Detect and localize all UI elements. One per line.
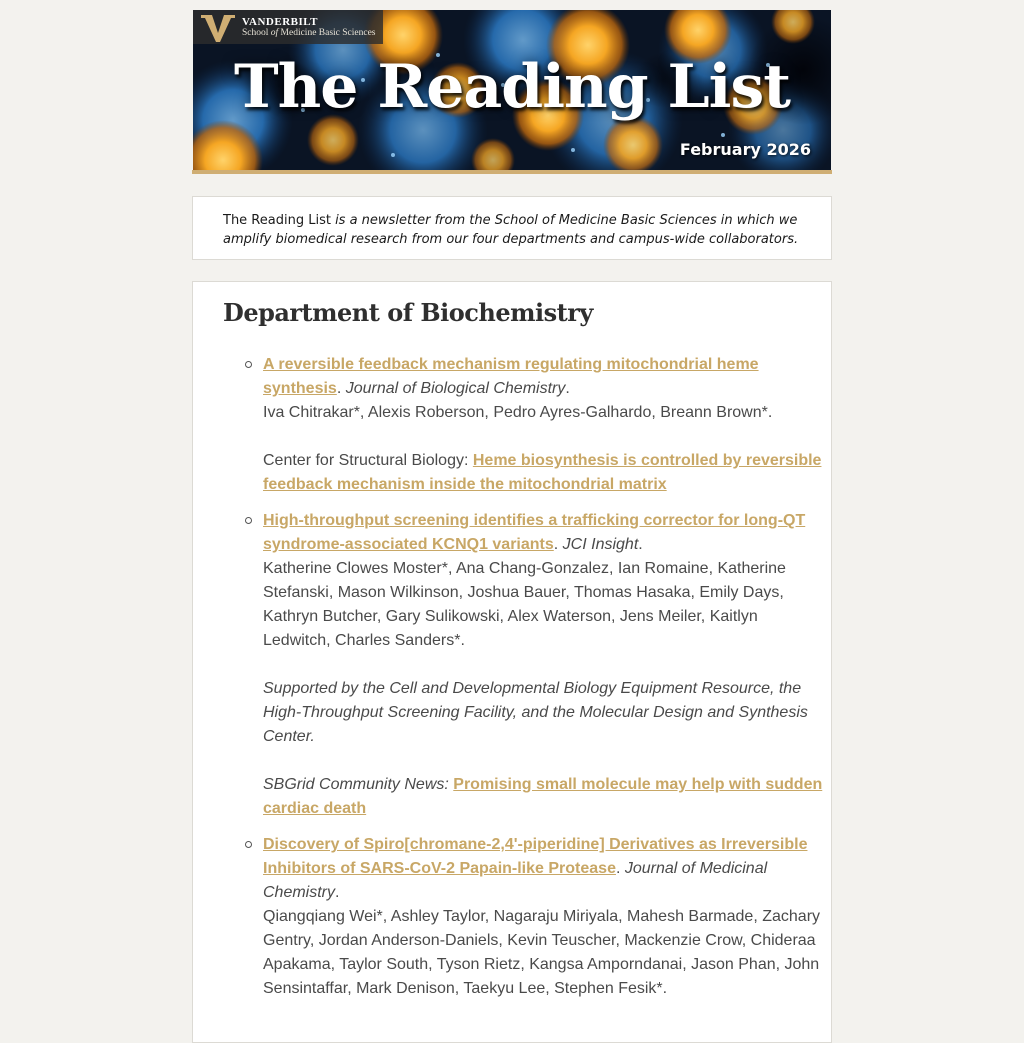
logo-school-prefix: School (242, 28, 271, 38)
logo-school-name (242, 28, 376, 38)
logo-school-suffix: Medicine Basic Sciences (278, 28, 376, 38)
intro-description: is a newsletter from the School of Medicine Basic Sciences in which we amplify biomedical research from our four departments and campus-wide collaborators. (223, 213, 799, 247)
punct-dot: . (335, 884, 340, 901)
paper-note-label: SBGrid Community News: (263, 776, 454, 793)
intro-lead: The Reading List (223, 213, 331, 228)
paper-item (263, 353, 823, 497)
paper-title-link[interactable]: High-throughput screening identifies a trafficking corrector for long-QT syndrome-associated KCNQ1 variants (263, 512, 806, 553)
newsletter-banner (193, 10, 831, 170)
paper-title-link[interactable]: Discovery of Spiro[chromane-2,4'-piperidine] Derivatives as Irreversible Inhibitors of SARS-CoV-2 Papain-like Protease (263, 836, 808, 877)
paper-news-link[interactable]: Heme biosynthesis is controlled by reversible feedback mechanism inside the mitochondrial matrix (263, 452, 822, 493)
spacer (263, 653, 823, 677)
intro-text (223, 211, 803, 249)
newsletter-title: The Reading List (234, 52, 790, 122)
paper-item (263, 833, 823, 1001)
punct-sep: . (553, 536, 563, 553)
punct-dot: . (638, 536, 643, 553)
punct-sep: . (615, 860, 625, 877)
banner-accent-divider (192, 170, 832, 174)
paper-journal: JCI Insight (562, 536, 639, 553)
paper-journal: Journal of Medicinal Chemistry (263, 860, 768, 901)
paper-support-note: Supported by the Cell and Developmental Biology Equipment Resource, the High-Throughput Screening Facility, and the Molecular Design and Synthesis Center. (263, 680, 808, 745)
intro-card (192, 196, 832, 260)
vanderbilt-v-logo-icon (201, 13, 235, 43)
paper-list (263, 353, 823, 1013)
spacer (263, 749, 823, 773)
paper-authors: Katherine Clowes Moster*, Ana Chang-Gonzalez, Ian Romaine, Katherine Stefanski, Mason Wilkinson, Joshua Bauer, Thomas Hasaka, Emily Days, Kathryn Butcher, Gary Sulikowski, Alex Waterson, Jens Meiler, Kaitlyn Ledwitch, Charles Sanders*. (263, 560, 786, 649)
punct-dot: . (565, 380, 570, 397)
logo-university-name: VANDERBILT (242, 16, 318, 28)
punct-sep: . (336, 380, 346, 397)
paper-note-label: Center for Structural Biology: (263, 452, 473, 469)
department-heading: Department of Biochemistry (223, 298, 593, 327)
paper-authors: Qiangqiang Wei*, Ashley Taylor, Nagaraju Miriyala, Mahesh Barmade, Zachary Gentry, Jordan Anderson-Daniels, Kevin Teuscher, Mackenzie Crow, Chideraa Apakama, Taylor South, Tyson Rietz, Kangsa Amporndanai, Jason Phan, John Sensintaffar, Mark Denison, Taekyu Lee, Stephen Fesik*. (263, 908, 821, 997)
spacer (263, 425, 823, 449)
paper-authors: Iva Chitrakar*, Alexis Roberson, Pedro Ayres-Galhardo, Breann Brown*. (263, 404, 773, 421)
paper-item (263, 509, 823, 821)
paper-title-link[interactable]: A reversible feedback mechanism regulating mitochondrial heme synthesis (263, 356, 759, 397)
paper-journal: Journal of Biological Chemistry (345, 380, 566, 397)
issue-date: February 2026 (679, 140, 811, 159)
vanderbilt-logo[interactable] (193, 10, 383, 44)
paper-news-link[interactable]: Promising small molecule may help with sudden cardiac death (263, 776, 823, 817)
department-card (192, 281, 832, 1043)
logo-school-of: of (270, 28, 279, 38)
